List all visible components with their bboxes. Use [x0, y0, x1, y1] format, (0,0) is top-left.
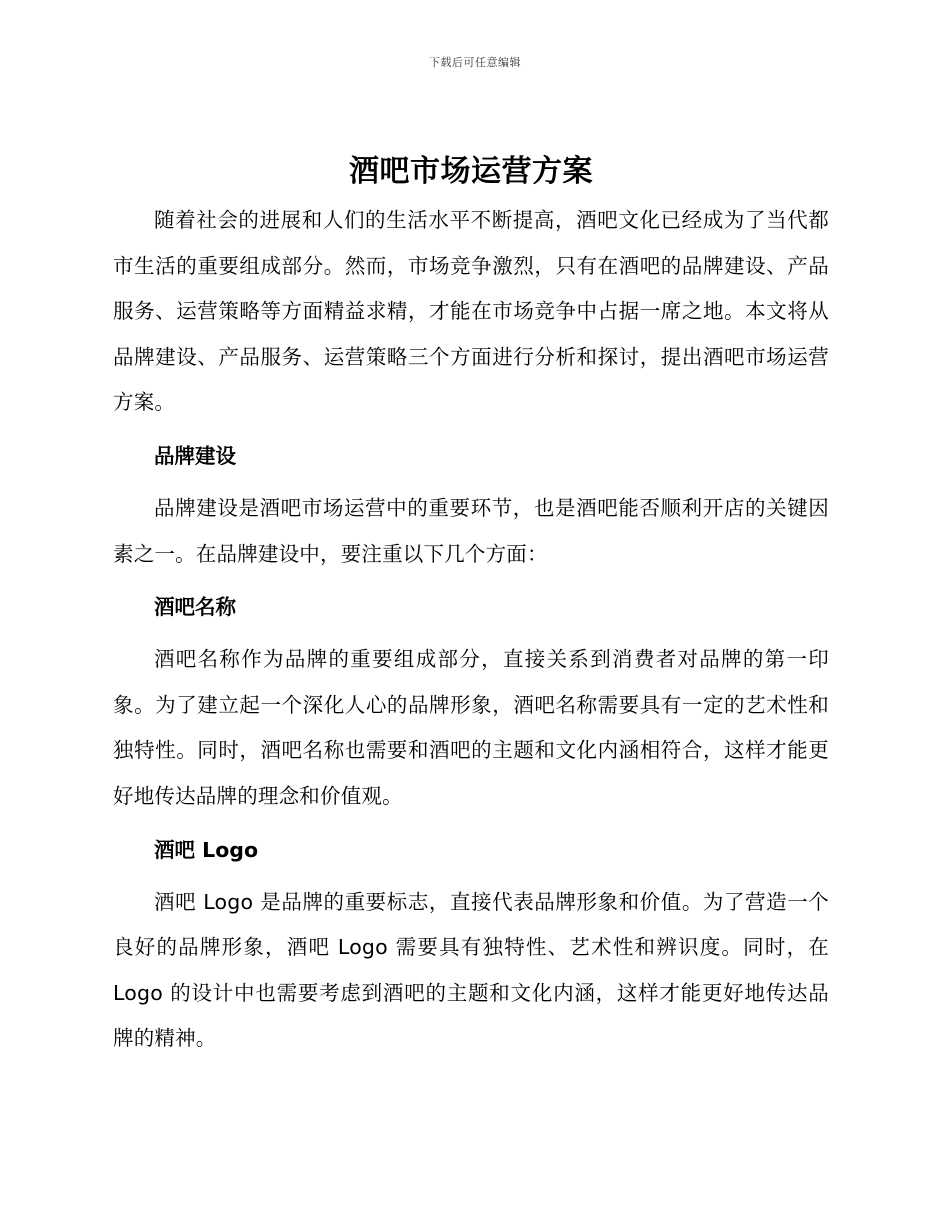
- section-heading-logo: 酒吧 Logo: [154, 837, 259, 862]
- header-note: 下载后可任意编辑: [429, 56, 521, 69]
- document-body: [113, 150, 829, 1062]
- name-paragraph: 酒吧名称作为品牌的重要组成部分，直接关系到消费者对品牌的第一印象。为了建立起一个深化人心的品牌形象，酒吧名称需要具有一定的艺术性和独特性。同时，酒吧名称也需要和酒吧的主题和文化内涵相符合，这样才能更好地传达品牌的理念和价值观。: [113, 647, 829, 808]
- section-heading-name: 酒吧名称: [154, 595, 236, 620]
- section-heading-brand: 品牌建设: [154, 443, 236, 468]
- page-title: 酒吧市场运营方案: [349, 154, 593, 189]
- logo-paragraph: 酒吧 Logo 是品牌的重要标志，直接代表品牌形象和价值。为了营造一个良好的品牌形象，酒吧 Logo 需要具有独特性、艺术性和辨识度。同时，在 Logo 的设计中也需要考虑到酒吧的主题和文化内涵，这样才能更好地传达品牌的精神。: [113, 889, 829, 1051]
- intro-paragraph: 随着社会的进展和人们的生活水平不断提高，酒吧文化已经成为了当代都市生活的重要组成部分。然而，市场竞争激烈，只有在酒吧的品牌建设、产品服务、运营策略等方面精益求精，才能在市场竞争中占据一席之地。本文将从品牌建设、产品服务、运营策略三个方面进行分析和探讨，提出酒吧市场运营方案。: [113, 208, 829, 415]
- brand-paragraph: 品牌建设是酒吧市场运营中的重要环节，也是酒吧能否顺利开店的关键因素之一。在品牌建设中，要注重以下几个方面：: [113, 495, 829, 566]
